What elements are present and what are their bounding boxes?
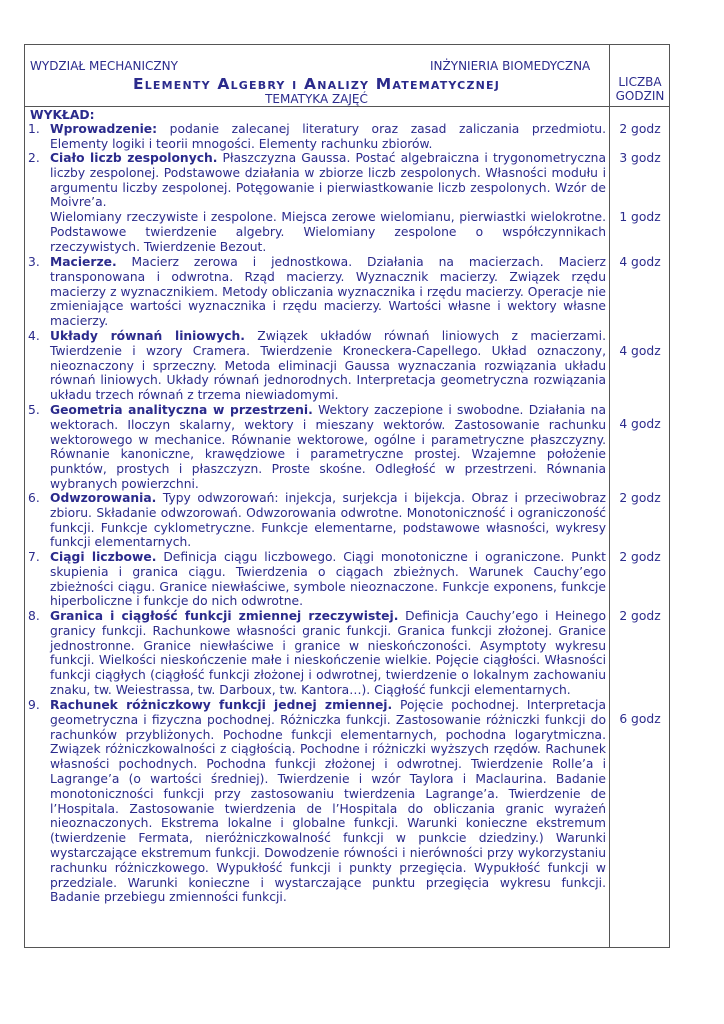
course-subtitle: TEMATYKA ZAJĘĆ [265,92,368,106]
topic-hours: 4 godz [619,344,661,358]
topic-title: Odwzorowania. [50,491,157,505]
topic-number: 2. [28,151,40,165]
topic-hours: 2 godz [619,491,661,505]
course-title: Elementy Algebry i Analizy Matematycznej [132,75,501,93]
topic-item [29,550,606,609]
topic-description: Definicja ciągu liczbowego. Ciągi monotoniczne i ograniczone. Punkt skupienia i granica ciągu. Twierdzenia o ciągach zbieżnych. Warunek Cauchy’ego zbieżności ciągu. Granice niewłaściwe, symbole nieoznaczone. Funkcje exponens, funkcje hiperboliczne i funkcje do nich odwrotne. [50,550,606,609]
topic-item [29,698,606,905]
topic-item [29,609,606,698]
topic-number: 4. [28,329,40,343]
topic-item [29,403,606,492]
topic-item [29,491,606,550]
topic-hours: 2 godz [619,550,661,564]
section-label: WYKŁAD: [30,108,95,122]
hours-header-line2: GODZIN [615,89,665,103]
topic-item [29,210,606,254]
topic-hours: 4 godz [619,255,661,269]
topic-hours: 3 godz [619,151,661,165]
topic-item [29,329,606,403]
topic-text [50,151,606,210]
topic-text [50,403,606,492]
topic-text [50,122,606,152]
topic-number: 9. [28,698,40,712]
topic-item [29,151,606,210]
topic-number: 3. [28,255,40,269]
topic-number: 8. [28,609,40,623]
topic-description: Płaszczyzna Gaussa. Postać algebraiczna i trygonometryczna liczby zespolonej. Podstawowe działania w zbiorze liczb zespolonych. Własności modułu i argumentu liczby zespolonej. Potęgowanie i pierwiastkowanie liczb zespolonych. Wzór de Moivre’a. [50,151,606,210]
topic-text [50,329,606,403]
hours-header-line1: LICZBA [618,75,662,89]
topic-title: Rachunek różniczkowy funkcji jednej zmiennej. [50,698,393,712]
topic-title: Granica i ciągłość funkcji zmiennej rzeczywistej. [50,609,399,623]
topic-item [29,122,606,152]
topic-title: Ciało liczb zespolonych. [50,151,218,165]
topic-text [50,609,606,698]
topic-description: Wielomiany rzeczywiste i zespolone. Miejsca zerowe wielomianu, pierwiastki wielokrotne. Podstawowe twierdzenie algebry. Wielomiany zespolone o współczynnikach rzeczywistych. Twierdzenie Bezout. [50,210,606,254]
topic-item [29,255,606,329]
hours-column-header [610,75,670,103]
department-name: INŻYNIERIA BIOMEDYCZNA [430,59,591,73]
topic-description: Macierz zerowa i jednostkowa. Działania na macierzach. Macierz transponowana i odwrotna. Rząd macierzy. Wyznacznik macierzy. Związek rzędu macierzy z wyznacznikiem. Metody obliczania wyznacznika i rzędu macierzy. Operacje nie zmieniające wartości wyznacznika i rzędu macierzy. Wartości własne i wektory własne macierzy. [50,255,606,329]
topic-title: Układy równań liniowych. [50,329,245,343]
topic-title: Macierze. [50,255,117,269]
topic-text [50,698,606,905]
topic-hours: 2 godz [619,609,661,623]
topic-title: Wprowadzenie: [50,122,158,136]
topic-description: Pojęcie pochodnej. Interpretacja geometryczna i fizyczna pochodnej. Różniczka funkcji. Zastosowanie różniczki funkcji do rachunków przybliżonych. Pochodne funkcji elementarnych, pochodna logarytmiczna. Związek różniczkowalności z ciągłością. Pochodne i różniczki wyższych rzędów. Rachunek własności pochodnych. Pochodna funkcji złożonej i odwrotnej. Twierdzenie Rolle’a i Lagrange’a (o wartości średniej). Twierdzenie i wzór Taylora i Maclaurina. Badanie monotoniczności funkcji przy zastosowaniu twierdzenia Lagrange’a. Twierdzenie de l’Hospitala. Zastosowanie twierdzenia de l’Hospitala do obliczania granic wyrażeń nieoznaczonych. Ekstrema lokalne i globalne funkcji. Warunki konieczne ekstremum (twierdzenie Fermata, nieróżniczkowalność funkcji w punkcie dziedziny.) Warunki wystarczające ekstremum funkcji. Dowodzenie równości i nierówności przy wykorzystaniu rachunku różniczkowego. Wypukłość funkcji i punkty przegięcia. Wypukłość funkcji w przedziale. Warunki konieczne i wystarczające punktu przegięcia wykresu funkcji. Badanie przebiegu zmienności funkcji. [50,698,606,905]
topic-text [50,255,606,329]
topic-title: Geometria analityczna w przestrzeni. [50,403,313,417]
topic-description: Typy odwzorowań: injekcja, surjekcja i bijekcja. Obraz i przeciwobraz zbioru. Składanie odwzorowań. Odwzorowania odwrotne. Monotoniczność i ograniczoność funkcji. Funkcje cyklometryczne. Funkcje elementarne, podstawowe własności, wykresy funkcji elementarnych. [50,491,606,550]
topic-description: podanie zalecanej literatury oraz zasad zaliczania przedmiotu. Elementy logiki i teorii mnogości. Elementy rachunku zbiorów. [50,122,606,151]
topic-hours: 6 godz [619,712,661,726]
topic-hours: 2 godz [619,122,661,136]
topic-number: 5. [28,403,40,417]
topic-hours: 4 godz [619,417,661,431]
topic-description: Definicja Cauchy’ego i Heinego granicy funkcji. Rachunkowe własności granic funkcji. Granica funkcji złożonej. Granice jednostronne. Granice niewłaściwe i granice w nieskończoności. Asymptoty wykresu funkcji. Wielkości nieskończenie małe i nieskończenie wielkie. Pojęcie ciągłości. Własności funkcji ciągłych (ciągłość funkcji złożonej i odwrotnej, twierdzenie o lokalnym zachowaniu znaku, tw. Weiestrassa, tw. Darboux, tw. Kantora…). Ciągłość funkcji elementarnych. [50,609,606,697]
topic-description: Wektory zaczepione i swobodne. Działania na wektorach. Iloczyn skalarny, wektory i mieszany wektorów. Zastosowanie rachunku wektorowego w mechanice. Równanie wektorowe, ogólne i parametryczne płaszczyzny. Równanie kanoniczne, krawędziowe i parametryczne prostej. Wzajemne położenie punktów, prostych i płaszczyzn. Proste skośne. Odległość w przestrzeni. Równania wybranych powierzchni. [50,403,606,491]
topic-number: 7. [28,550,40,564]
topic-text [50,210,606,254]
topic-text [50,491,606,550]
faculty-name: WYDZIAŁ MECHANICZNY [30,59,178,73]
topic-hours: 1 godz [619,210,661,224]
topic-description: Związek układów równań liniowych z macierzami. Twierdzenie i wzory Cramera. Twierdzenie Kroneckera-Capellego. Układ oznaczony, nieoznaczony i sprzeczny. Metoda eliminacji Gaussa wyznaczania rozwiązania układu równań liniowych. Układy równań jednorodnych. Interpretacja geometryczna rozwiązania układu trzech równań z trzema niewiadomymi. [50,329,606,403]
header-divider [24,106,670,107]
topic-text [50,550,606,609]
topic-number: 1. [28,122,40,136]
topic-number: 6. [28,491,40,505]
topic-title: Ciągi liczbowe. [50,550,157,564]
